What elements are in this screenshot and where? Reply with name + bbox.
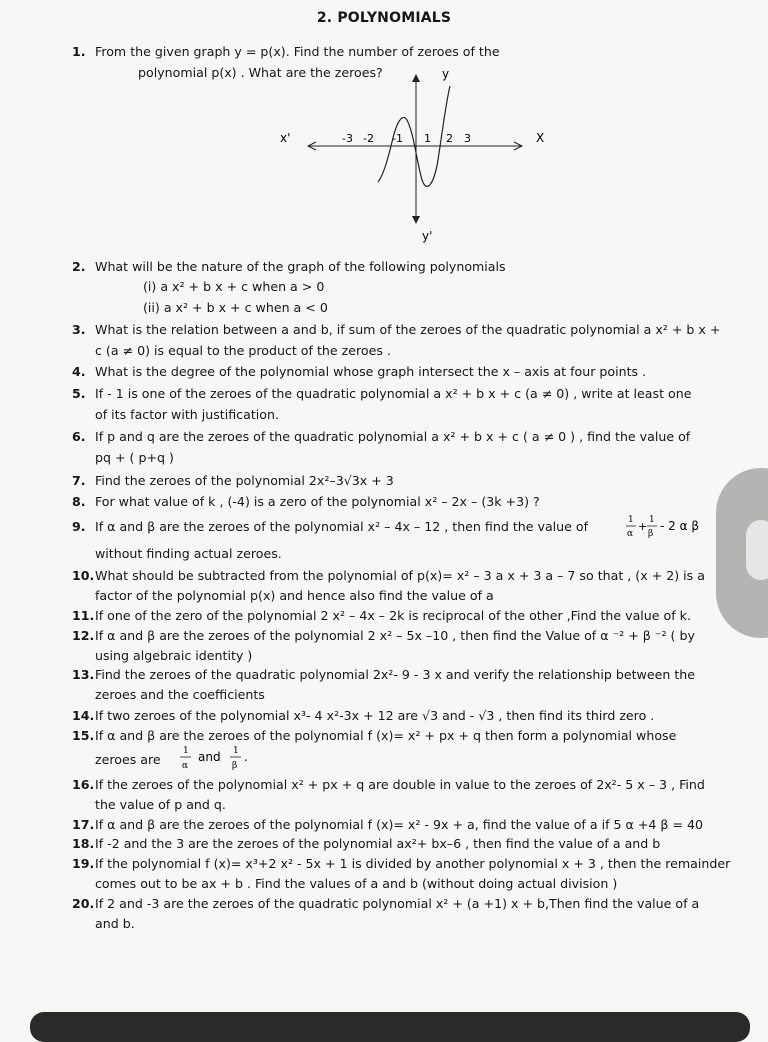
question-text: Find the zeroes of the quadratic polynomial 2x²- 9 - 3 x and verify the relationship between the xyxy=(95,667,696,682)
question-text: If p and q are the zeroes of the quadratic polynomial a x² + b x + c ( a ≠ 0 ) , find the value of xyxy=(95,429,691,444)
question-number: 20. xyxy=(72,896,95,911)
question-number: 14. xyxy=(72,708,95,723)
page-title: 2. POLYNOMIALS xyxy=(316,10,452,26)
question-text: For what value of k , (-4) is a zero of the polynomial x² – 2x – (3k +3) ? xyxy=(95,494,540,509)
polynomial-graph xyxy=(280,62,550,252)
question-text: If two zeroes of the polynomial x³- 4 x²-3x + 12 are √3 and - √3 , then find its third zero . xyxy=(95,708,655,723)
bottom-navigation-bar[interactable] xyxy=(30,1012,750,1042)
question-number: 8. xyxy=(72,494,86,509)
question-text: c (a ≠ 0) is equal to the product of the zeroes . xyxy=(95,343,391,358)
svg-text:1: 1 xyxy=(649,515,655,525)
y-prime-label: y' xyxy=(422,229,433,243)
svg-text:1: 1 xyxy=(628,515,634,525)
question-number: 19. xyxy=(72,856,95,871)
question-text: If one of the zero of the polynomial 2 x² – 4x – 2k is reciprocal of the other ,Find the value of k. xyxy=(95,608,691,623)
svg-text:.: . xyxy=(244,750,248,764)
and-label: and xyxy=(198,750,221,764)
question-number: 6. xyxy=(72,429,86,444)
question-number: 7. xyxy=(72,473,86,488)
tick-label: 3 xyxy=(464,132,471,145)
question-text: the value of p and q. xyxy=(95,797,226,812)
question-text: and b. xyxy=(95,916,135,931)
question-text: What will be the nature of the graph of the following polynomials xyxy=(95,259,506,274)
question-number: 17. xyxy=(72,817,95,832)
svg-text:1: 1 xyxy=(183,746,189,756)
question-number: 18. xyxy=(72,836,95,851)
question-text: If -2 and the 3 are the zeroes of the polynomial ax²+ bx–6 , then find the value of a and b xyxy=(95,836,661,851)
tick-label: -1 xyxy=(392,132,403,145)
question-text: zeroes and the coefficients xyxy=(95,687,265,702)
tick-label: 2 xyxy=(446,132,453,145)
x-prime-label: x' xyxy=(280,131,291,145)
question-number: 11. xyxy=(72,608,95,623)
tick-label: -3 xyxy=(342,132,353,145)
question-number: 2. xyxy=(72,259,86,274)
x-axis-label: X xyxy=(536,131,545,145)
question-text: using algebraic identity ) xyxy=(95,648,253,663)
question-number: 4. xyxy=(72,364,86,379)
y-axis-down-arrow xyxy=(412,216,420,224)
y-axis-label: y xyxy=(442,67,450,81)
question-text: If α and β are the zeroes of the polynomial x² – 4x – 12 , then find the value of xyxy=(95,519,589,534)
reciprocal-sum-expression xyxy=(625,511,715,543)
svg-text:α: α xyxy=(182,761,189,771)
question-text: If the polynomial f (x)= x³+2 x² - 5x + 1 is divided by another polynomial x + 3 , then the remainder xyxy=(95,856,731,871)
question-number: 9. xyxy=(72,519,86,534)
question-text: without finding actual zeroes. xyxy=(95,546,282,561)
question-text: If - 1 is one of the zeroes of the quadratic polynomial a x² + b x + c (a ≠ 0) , write at least one xyxy=(95,386,692,401)
tick-label: 1 xyxy=(424,132,431,145)
question-text: If α and β are the zeroes of the polynomial f (x)= x² + px + q then form a polynomial whose xyxy=(95,728,677,743)
question-text: From the given graph y = p(x). Find the number of zeroes of the xyxy=(95,44,500,59)
question-text: What is the degree of the polynomial whose graph intersect the x – axis at four points . xyxy=(95,364,647,379)
question-text: pq + ( p+q ) xyxy=(95,450,174,465)
question-number: 10. xyxy=(72,568,95,583)
svg-text:β: β xyxy=(232,761,238,771)
expression-tail: - 2 α β xyxy=(660,519,699,533)
question-number: 5. xyxy=(72,386,86,401)
question-number: 12. xyxy=(72,628,95,643)
question-text: If 2 and -3 are the zeroes of the quadratic polynomial x² + (a +1) x + b,Then find the value of a xyxy=(95,896,700,911)
question-subpart: (ii) a x² + b x + c when a < 0 xyxy=(143,300,328,315)
tick-label: -2 xyxy=(363,132,374,145)
question-number: 16. xyxy=(72,777,95,792)
question-text: What is the relation between a and b, if sum of the zeroes of the quadratic polynomial a x² + b x + xyxy=(95,322,721,337)
question-text: If α and β are the zeroes of the polynomial 2 x² – 5x –10 , then find the Value of α ⁻² + β ⁻² ( by xyxy=(95,628,695,643)
question-number: 13. xyxy=(72,667,95,682)
y-axis-up-arrow xyxy=(412,74,420,82)
question-text: What should be subtracted from the polynomial of p(x)= x² – 3 a x + 3 a – 7 so that , (x + 2) is a xyxy=(95,568,705,583)
side-swipe-grip[interactable] xyxy=(746,520,768,580)
question-number: 15. xyxy=(72,728,95,743)
question-text: comes out to be ax + b . Find the values of a and b (without doing actual division ) xyxy=(95,876,618,891)
svg-text:β: β xyxy=(648,529,654,539)
question-subpart: (i) a x² + b x + c when a > 0 xyxy=(143,279,325,294)
question-text: of its factor with justification. xyxy=(95,407,279,422)
svg-text:1: 1 xyxy=(233,746,239,756)
question-text: Find the zeroes of the polynomial 2x²–3√3x + 3 xyxy=(95,473,394,488)
question-text: If the zeroes of the polynomial x² + px + q are double in value to the zeroes of 2x²- 5 x – 3 , Find xyxy=(95,777,705,792)
svg-text:+: + xyxy=(638,520,648,533)
question-text: zeroes are xyxy=(95,752,161,767)
svg-text:α: α xyxy=(627,529,634,539)
question-number: 3. xyxy=(72,322,86,337)
question-text: factor of the polynomial p(x) and hence also find the value of a xyxy=(95,588,494,603)
question-text: If α and β are the zeroes of the polynomial f (x)= x² - 9x + a, find the value of a if 5 α +4 β = 40 xyxy=(95,817,704,832)
reciprocal-zeroes-expression xyxy=(178,742,268,774)
question-number: 1. xyxy=(72,44,86,59)
polynomial-curve xyxy=(378,86,450,186)
question-text: polynomial p(x) . What are the zeroes? xyxy=(138,65,383,80)
